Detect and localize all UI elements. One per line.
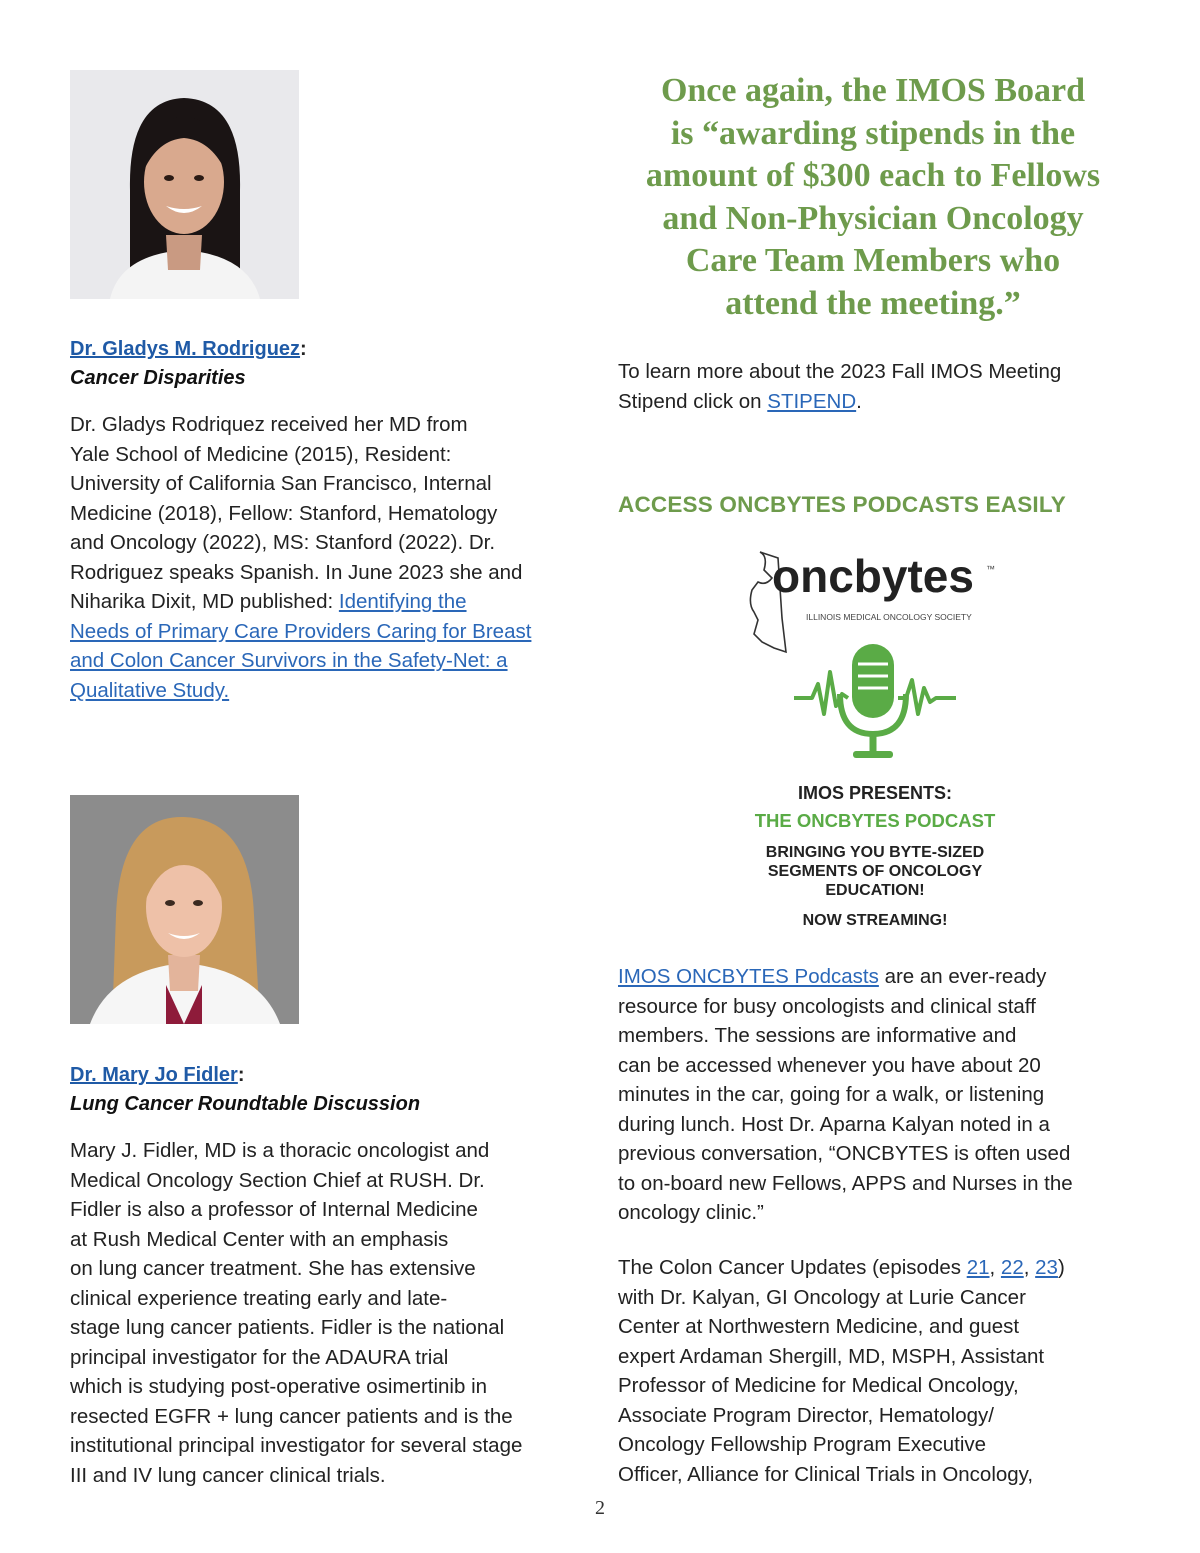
stipend-info-line [618, 387, 1128, 417]
podcast-line-title: THE ONCBYTES PODCAST [754, 810, 996, 831]
bio-line: stage lung cancer patients. Fidler is the national [70, 1316, 505, 1339]
stipend-suffix: . [856, 389, 862, 413]
bio-line: University of California San Francisco, Internal [70, 472, 492, 495]
stipend-heading-line: is “awarding stipends in the [670, 114, 1076, 152]
podcasts-suffix: are an ever-ready [878, 965, 1047, 988]
podcasts-line: can be accessed whenever you have about 20 [618, 1053, 1041, 1077]
episode-separator: , [1023, 1256, 1036, 1279]
podcast-line-segments: SEGMENTS OF ONCOLOGY [767, 863, 983, 880]
stipend-heading [618, 70, 1128, 326]
stipend-heading-line: and Non-Physician Oncology [662, 199, 1084, 237]
speaker2-bio [70, 1136, 590, 1490]
stipend-heading-line: Care Team Members who [685, 242, 1061, 280]
stipend-heading-line: amount of $300 each to Fellows [645, 157, 1101, 195]
bio-line: resected EGFR + lung cancer patients and is the [70, 1404, 513, 1428]
stipend-heading-line: Once again, the IMOS Board [660, 72, 1086, 109]
bio-line: principal investigator for the ADAURA trial [70, 1345, 449, 1369]
colon-line: Professor of Medicine for Medical Oncology, [618, 1374, 1019, 1397]
episode-separator: , [989, 1256, 1001, 1279]
colon-line: with Dr. Kalyan, GI Oncology at Lurie Cancer [618, 1285, 1026, 1309]
colon-line: Center at Northwestern Medicine, and guest [618, 1315, 1020, 1338]
bio-line: Mary J. Fidler, MD is a thoracic oncologist and [70, 1139, 490, 1162]
bio-prefix: Niharika Dixit, MD published: [70, 590, 339, 613]
bio-line-with-link [70, 587, 590, 617]
episode-22-link[interactable]: 22 [1000, 1256, 1024, 1279]
episode-23-link[interactable]: 23 [1035, 1256, 1058, 1279]
bio-line: which is studying post-operative osimertinib in [70, 1375, 488, 1398]
bio-line: and Oncology (2022), MS: Stanford (2022). Dr. [70, 531, 496, 554]
trademark-symbol: ™ [986, 564, 995, 574]
podcast-line-education: EDUCATION! [825, 882, 925, 899]
stipend-info [618, 357, 1128, 416]
study-link-part[interactable]: and Colon Cancer Survivors in the Safety-Net: a [70, 649, 508, 672]
podcasts-link[interactable]: IMOS ONCBYTES Podcasts [618, 965, 879, 988]
episode-21-link[interactable]: 21 [966, 1256, 990, 1279]
podcast-line-bringing: BRINGING YOU BYTE-SIZED [765, 844, 985, 861]
podcasts-paragraph [618, 962, 1128, 1228]
oncbytes-logo-word: oncbytes [772, 550, 974, 602]
podcasts-first-line [618, 962, 1128, 992]
speaker2-topic: Lung Cancer Roundtable Discussion [70, 1093, 421, 1115]
bio-line: at Rush Medical Center with an emphasis [70, 1227, 449, 1251]
microphone-icon [794, 644, 956, 758]
colon-line: expert Ardaman Shergill, MD, MSPH, Assistant [618, 1344, 1045, 1368]
oncbytes-section-heading: ACCESS ONCBYTES PODCASTS EASILY [618, 492, 1066, 517]
fidler-photo [70, 795, 299, 1024]
colon-suffix: ) [1057, 1256, 1065, 1279]
colon-first-line [618, 1253, 1128, 1283]
podcasts-line: oncology clinic.” [618, 1201, 764, 1224]
bio-line: Dr. Gladys Rodriquez received her MD from [70, 413, 468, 436]
study-link-part[interactable]: Qualitative Study. [70, 678, 230, 702]
podcast-line-streaming: NOW STREAMING! [802, 912, 948, 929]
speaker1-name-line [70, 335, 307, 363]
study-link-line [70, 617, 590, 647]
speaker1-bio [70, 410, 590, 705]
bio-line: Fidler is also a professor of Internal Medicine [70, 1198, 478, 1221]
bio-line: Rodriguez speaks Spanish. In June 2023 she and [70, 560, 523, 584]
podcasts-line: during lunch. Host Dr. Aparna Kalyan noted in a [618, 1112, 1050, 1136]
bio-line: Yale School of Medicine (2015), Resident: [70, 442, 452, 466]
study-link-line [70, 676, 590, 706]
speaker1-topic: Cancer Disparities [70, 367, 246, 389]
podcasts-line: to on-board new Fellows, APPS and Nurses in the [618, 1171, 1073, 1195]
colon-line: Officer, Alliance for Clinical Trials in Oncology, [618, 1462, 1034, 1486]
podcasts-line: resource for busy oncologists and clinical staff [618, 994, 1036, 1018]
bio-line: institutional principal investigator for several stage [70, 1434, 523, 1457]
podcast-graphic-svg [702, 548, 1048, 938]
bio-line: clinical experience treating early and late- [70, 1286, 448, 1310]
podcasts-line: previous conversation, “ONCBYTES is often used [618, 1142, 1071, 1165]
oncbytes-logo-subtitle: ILLINOIS MEDICAL ONCOLOGY SOCIETY [806, 612, 972, 622]
podcast-line-presents: IMOS PRESENTS: [797, 783, 953, 803]
stipend-link[interactable]: STIPEND [767, 389, 857, 413]
speaker1-name-link[interactable]: Dr. Gladys M. Rodriguez [70, 338, 301, 360]
speaker2-name-link[interactable]: Dr. Mary Jo Fidler [70, 1064, 238, 1086]
stipend-prefix: Stipend click on [618, 389, 768, 413]
speaker2-colon: : [237, 1064, 245, 1086]
stipend-info-line: To learn more about the 2023 Fall IMOS Meeting [618, 360, 1062, 383]
rodriguez-photo [70, 70, 299, 299]
study-link-part[interactable]: Identifying the [338, 590, 467, 613]
bio-line: on lung cancer treatment. She has extensive [70, 1257, 476, 1280]
colon-updates-paragraph [618, 1253, 1128, 1489]
colon-line: Oncology Fellowship Program Executive [618, 1433, 987, 1456]
page-number: 2 [595, 1497, 605, 1519]
podcasts-line: members. The sessions are informative and [618, 1024, 1017, 1047]
speaker1-colon: : [300, 338, 307, 360]
study-link-part[interactable]: Needs of Primary Care Providers Caring for Breast [70, 619, 532, 643]
study-link-line [70, 646, 590, 676]
oncbytes-podcast-graphic [702, 548, 1048, 938]
stipend-heading-line: attend the meeting.” [725, 284, 1021, 322]
colon-prefix: The Colon Cancer Updates (episodes [618, 1256, 967, 1279]
bio-line: Medicine (2018), Fellow: Stanford, Hematology [70, 501, 498, 525]
bio-line: III and IV lung cancer clinical trials. [70, 1463, 386, 1487]
bio-line: Medical Oncology Section Chief at RUSH. Dr. [70, 1168, 485, 1192]
colon-line: Associate Program Director, Hematology/ [618, 1403, 994, 1427]
speaker2-name-line [70, 1061, 245, 1089]
podcasts-line: minutes in the car, going for a walk, or listening [618, 1083, 1045, 1106]
